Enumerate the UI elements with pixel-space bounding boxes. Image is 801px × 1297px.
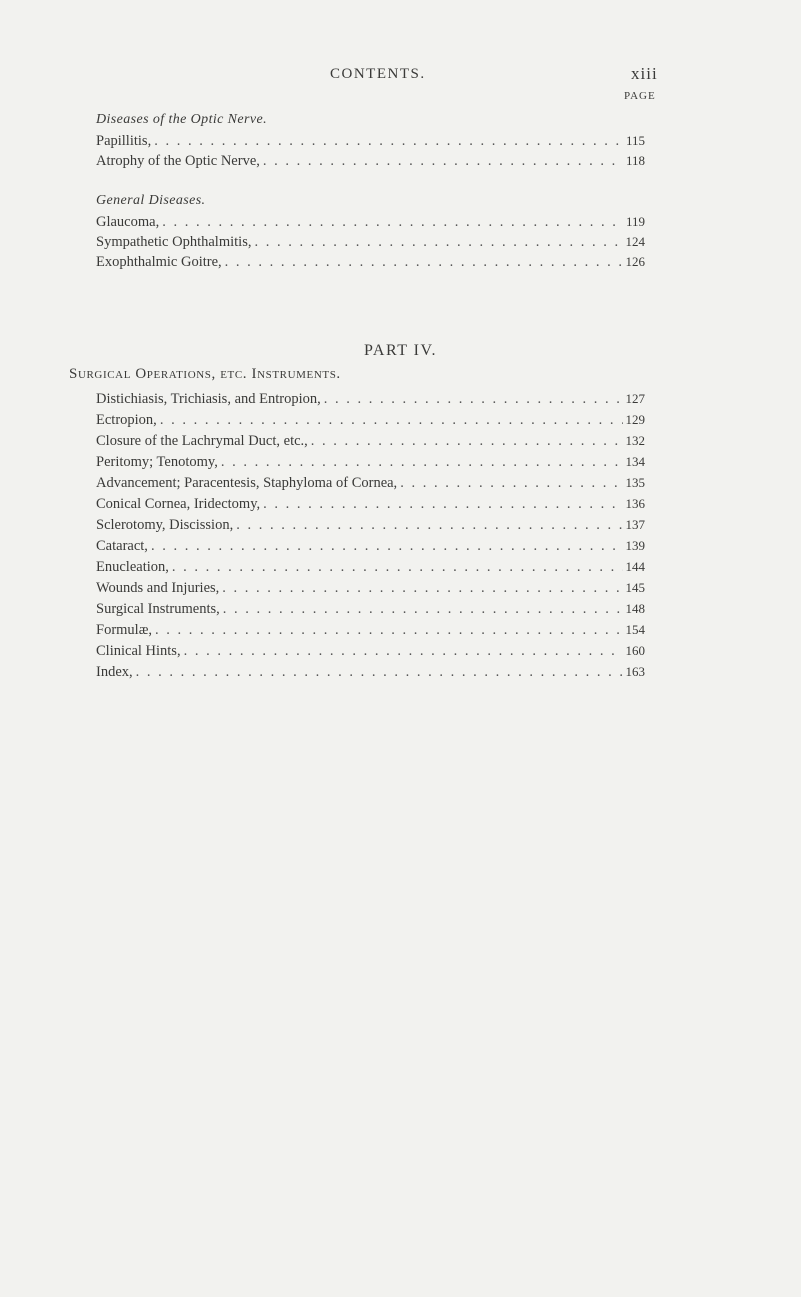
entry-title: Peritomy; Tenotomy, — [96, 454, 218, 470]
entry-title: Conical Cornea, Iridectomy, — [96, 496, 261, 512]
entry-title: Wounds and Injuries, — [96, 580, 220, 596]
toc-entry — [96, 391, 645, 411]
entry-title: Formulæ, — [96, 622, 152, 638]
entry-page: 160 — [625, 643, 645, 658]
entry-page: 115 — [625, 133, 645, 148]
page-number: xiii — [631, 64, 658, 83]
section-heading-optic-nerve: Diseases of the Optic Nerve. — [96, 112, 267, 127]
entry-title: Ectropion, — [96, 412, 157, 428]
entry-title: Closure of the Lachrymal Duct, etc., — [96, 433, 308, 449]
part-title: PART IV. — [364, 342, 437, 359]
entry-page: 132 — [625, 433, 645, 448]
entry-title: Distichiasis, Trichiasis, and Entropion, — [96, 391, 321, 407]
toc-entry — [96, 234, 645, 254]
toc-entry — [96, 496, 645, 516]
toc-entry — [96, 643, 645, 663]
entry-page: 129 — [625, 412, 645, 427]
entry-title: Advancement; Paracentesis, Staphyloma of Cornea, — [96, 475, 398, 491]
entry-page: 134 — [625, 454, 645, 469]
dot-leader — [263, 153, 623, 170]
toc-entry — [96, 601, 645, 621]
toc-entry — [96, 254, 645, 274]
entry-page: 139 — [625, 538, 645, 553]
toc-entry — [96, 454, 645, 474]
dot-leader — [236, 517, 622, 534]
entry-page: 119 — [625, 214, 645, 229]
entry-title: Glaucoma, — [96, 214, 160, 230]
dot-leader — [324, 391, 623, 408]
entry-title: Cataract, — [96, 538, 148, 554]
dot-leader — [221, 454, 623, 471]
toc-entry — [96, 214, 645, 234]
toc-entry — [96, 622, 645, 642]
entry-page: 124 — [625, 234, 645, 249]
toc-entry — [96, 580, 645, 600]
entry-title: Atrophy of the Optic Nerve, — [96, 153, 260, 169]
dot-leader — [154, 133, 623, 150]
entry-page: 154 — [625, 622, 645, 637]
dot-leader — [222, 580, 622, 597]
entry-page: 136 — [625, 496, 645, 511]
toc-entry — [96, 517, 645, 537]
entry-title: Enucleation, — [96, 559, 169, 575]
entry-page: 118 — [625, 153, 645, 168]
page-column-heading: PAGE — [624, 90, 656, 102]
entry-page: 163 — [625, 664, 645, 679]
dot-leader — [160, 412, 623, 429]
entry-title: Index, — [96, 664, 133, 680]
entry-page: 145 — [625, 580, 645, 595]
dot-leader — [155, 622, 623, 639]
dot-leader — [311, 433, 623, 450]
dot-leader — [172, 559, 623, 576]
dot-leader — [263, 496, 622, 513]
toc-entry — [96, 153, 645, 173]
dot-leader — [136, 664, 623, 681]
entry-title: Surgical Instruments, — [96, 601, 220, 617]
dot-leader — [254, 234, 622, 251]
toc-entry — [96, 433, 645, 453]
entry-page: 137 — [625, 517, 645, 532]
toc-entry — [96, 559, 645, 579]
section-heading-general: General Diseases. — [96, 193, 206, 208]
entry-title: Clinical Hints, — [96, 643, 181, 659]
entry-page: 144 — [625, 559, 645, 574]
entry-title: Exophthalmic Goitre, — [96, 254, 222, 270]
toc-entry — [96, 412, 645, 432]
entry-page: 135 — [625, 475, 645, 490]
toc-entry — [96, 538, 645, 558]
entry-page: 126 — [625, 254, 645, 269]
entry-title: Papillitis, — [96, 133, 152, 149]
entry-page: 127 — [625, 391, 645, 406]
running-title: CONTENTS. — [330, 66, 426, 82]
section-heading-surgical: Surgical Operations, etc. Instruments. — [69, 366, 341, 382]
entry-title: Sclerotomy, Discission, — [96, 517, 234, 533]
toc-entry — [96, 475, 645, 495]
dot-leader — [225, 254, 623, 271]
entry-title: Sympathetic Ophthalmitis, — [96, 234, 252, 250]
dot-leader — [223, 601, 623, 618]
dot-leader — [184, 643, 623, 660]
dot-leader — [151, 538, 623, 555]
entry-page: 148 — [625, 601, 645, 616]
dot-leader — [162, 214, 623, 231]
toc-entry — [96, 664, 645, 684]
toc-entry — [96, 133, 645, 153]
dot-leader — [400, 475, 622, 492]
